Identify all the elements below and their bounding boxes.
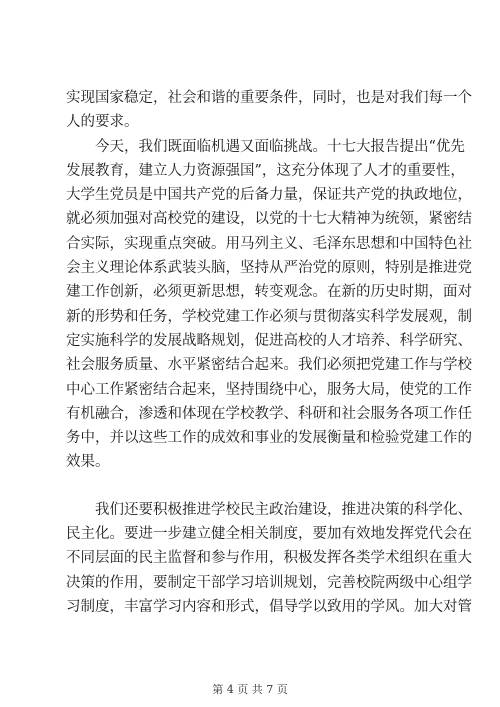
page-footer	[0, 681, 500, 697]
paragraph-gap	[66, 475, 432, 498]
text-line: 不同层面的民主监督和参与作用，积极发挥各类学术组织在重大	[66, 550, 472, 567]
text-line: 务中，并以这些工作的成效和事业的发展衡量和检验党建工作的	[66, 430, 472, 447]
text-line: 新的形势和任务，学校党建工作必须与贯彻落实科学发展观，制	[66, 308, 472, 325]
text-line: 实现国家稳定，社会和谐的重要条件，同时，也是对我们每一个	[66, 90, 472, 106]
paragraph-1	[66, 86, 472, 135]
paragraph-2	[66, 135, 472, 475]
text-line: 社会服务质量、水平紧密结合起来。我们必须把党建工作与学校	[66, 357, 472, 374]
text-line: 合实际，实现重点突破。用马列主义、毛泽东思想和中国特色社	[66, 235, 472, 252]
text-line: 有机融合，渗透和体现在学校教学、科研和社会服务各项工作任	[66, 405, 472, 422]
text-line: 中心工作紧密结合起来，坚持围绕中心，服务大局，使党的工作	[66, 381, 472, 398]
body-text	[66, 86, 472, 619]
text-line: 我们还要积极推进学校民主政治建设，推进决策的科学化、	[95, 501, 472, 518]
text-line: 会主义理论体系武装头脑，坚持从严治党的原则，特别是推进党	[66, 260, 472, 277]
text-line: 习制度，丰富学习内容和形式，倡导学以致用的学风。加大对管	[66, 598, 472, 615]
text-line: 民主化。要进一步建立健全相关制度，要加有效地发挥党代会在	[66, 526, 472, 543]
text-line: 人的要求。	[66, 114, 139, 131]
text-line: 定实施科学的发展战略规划，促进高校的人才培养、科学研究、	[66, 332, 472, 349]
text-line: 建工作创新，必须更新思想，转变观念。在新的历史时期，面对	[66, 284, 472, 301]
page-number: 第 4 页 共 7 页	[212, 683, 288, 696]
text-line: 决策的作用，要制定干部学习培训规划，完善校院两级中心组学	[66, 574, 472, 591]
paragraph-3	[66, 498, 472, 619]
text-line: 发展教育，建立人力资源强国”，这充分体现了人才的重要性，	[66, 162, 465, 179]
text-line: 大学生党员是中国共产党的后备力量，保证共产党的执政地位，	[66, 187, 472, 204]
text-line: 今天，我们既面临机遇又面临挑战。十七大报告提出“优先	[95, 138, 465, 155]
text-line: 效果。	[66, 454, 110, 471]
text-line: 就必须加强对高校党的建设，以党的十七大精神为统领，紧密结	[66, 211, 472, 228]
